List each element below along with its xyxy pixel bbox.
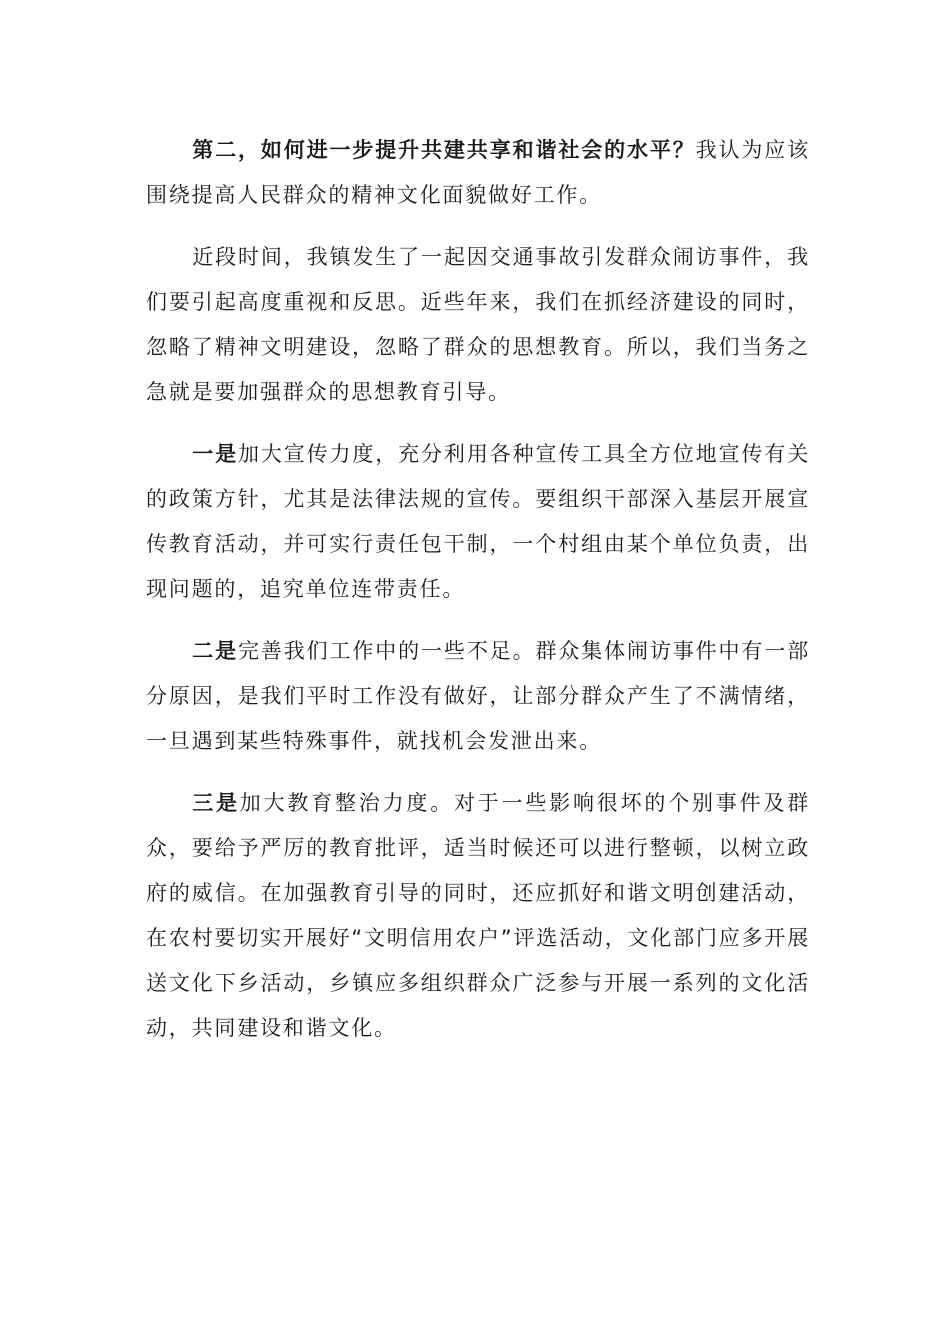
- paragraph-lead: 三是: [192, 791, 240, 815]
- document-body: [146, 128, 810, 1068]
- paragraph-text: 加大教育整治力度。对于一些影响很坏的个别事件及群众，要给予严厉的教育批评，适当时候还可以进行整顿，以树立政府的威信。在加强教育引导的同时，还应抓好和谐文明创建活动，在农村要切实开展好“文明信用农户”评选活动，文化部门应多开展送文化下乡活动，乡镇应多组织群众广泛参与开展一系列的文化活动，共同建设和谐文化。: [146, 791, 810, 1040]
- paragraph-lead: 二是: [192, 639, 238, 663]
- paragraph-5: [146, 781, 810, 1051]
- paragraph-text: 加大宣传力度，充分利用各种宣传工具全方位地宣传有关的政策方针，尤其是法律法规的宣传。要组织干部深入基层开展宣传教育活动，并可实行责任包干制，一个村组由某个单位负责，出现问题的，追究单位连带责任。: [146, 442, 810, 601]
- paragraph-lead: 一是: [192, 442, 238, 466]
- paragraph-3: [146, 432, 810, 612]
- paragraph-text: 近段时间，我镇发生了一起因交通事故引发群众闹访事件，我们要引起高度重视和反思。近些年来，我们在抓经济建设的同时，忽略了精神文明建设，忽略了群众的思想教育。所以，我们当务之急就是要加强群众的思想教育引导。: [146, 245, 810, 404]
- paragraph-1: [146, 128, 810, 218]
- paragraph-4: [146, 629, 810, 764]
- paragraph-2: [146, 235, 810, 415]
- paragraph-text: 完善我们工作中的一些不足。群众集体闹访事件中有一部分原因，是我们平时工作没有做好，让部分群众产生了不满情绪，一旦遇到某些特殊事件，就找机会发泄出来。: [146, 639, 810, 753]
- paragraph-lead: 第二，如何进一步提升共建共享和谐社会的水平？: [192, 138, 696, 162]
- paragraph-text: 我认为应该围绕提高人民群众的精神文化面貌做好工作。: [146, 138, 810, 207]
